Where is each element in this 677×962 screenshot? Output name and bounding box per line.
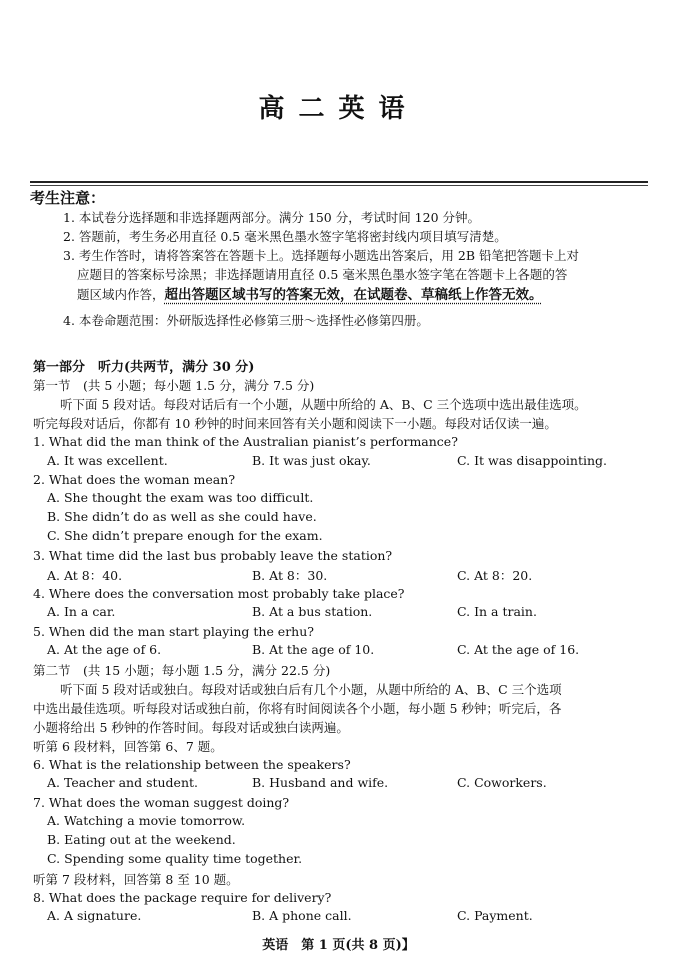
q5-option-b: B. At the age of 10. xyxy=(252,642,375,657)
q1-option-c: C. It was disappointing. xyxy=(457,453,608,468)
section1-instruction-1: 听下面 5 段对话。每段对话后有一个小题，从题中所给的 A、B、C 三个选项中选出最佳选项。 xyxy=(60,397,587,412)
question-1: 1. What did the man think of the Australian pianist’s performance? xyxy=(33,434,458,449)
header-rule-thin xyxy=(30,185,648,186)
page-title: 高二英语 xyxy=(258,94,419,124)
question-3: 3. What time did the last bus probably leave the station? xyxy=(33,548,393,563)
notice-heading: 考生注意： xyxy=(30,189,106,207)
q8-option-b: B. A phone call. xyxy=(252,908,352,923)
question-2: 2. What does the woman mean? xyxy=(33,472,236,487)
notice-item-4: 4. 本卷命题范围：外研版选择性必修第三册～选择性必修第四册。 xyxy=(63,313,429,328)
q6-option-c: C. Coworkers. xyxy=(457,775,547,790)
header-rule xyxy=(30,181,648,183)
q7-option-b: B. Eating out at the weekend. xyxy=(47,832,236,847)
question-8: 8. What does the package require for delivery? xyxy=(33,890,332,905)
notice-emphasis: 超出答题区域书写的答案无效，在试题卷、草稿纸上作答无效。 xyxy=(164,287,543,303)
q6-option-a: A. Teacher and student. xyxy=(47,775,199,790)
q5-option-a: A. At the age of 6. xyxy=(47,642,162,657)
notice-item-1: 1. 本试卷分选择题和非选择题两部分。满分 150 分，考试时间 120 分钟。 xyxy=(63,210,481,225)
section1-instruction-2: 听完每段对话后，你都有 10 秒钟的时间来回答有关小题和阅读下一小题。每段对话仅读一遍。 xyxy=(33,416,557,431)
q8-option-a: A. A signature. xyxy=(47,908,142,923)
notice-item-3: 3. 考生作答时，请将答案答在答题卡上。选择题每小题选出答案后，用 2B 铅笔把答题卡上对 xyxy=(63,248,579,263)
section2-instruction-2: 中选出最佳选项。听每段对话或独白前，你将有时间阅读各个小题，每小题 5 秒钟；听完后，各 xyxy=(33,701,562,716)
q4-option-c: C. In a train. xyxy=(457,604,537,619)
question-4: 4. Where does the conversation most probably take place? xyxy=(33,586,405,601)
material-6-label: 听第 6 段材料，回答第 6、7 题。 xyxy=(33,739,223,754)
question-5: 5. When did the man start playing the erhu? xyxy=(33,624,314,639)
page-footer: 英语 第 1 页(共 8 页)】 xyxy=(262,938,415,953)
q2-option-a: A. She thought the exam was too difficult. xyxy=(47,490,314,505)
section2-heading: 第二节 (共 15 小题；每小题 1.5 分，满分 22.5 分) xyxy=(33,663,331,678)
question-7: 7. What does the woman suggest doing? xyxy=(33,795,290,810)
q2-option-c: C. She didn’t prepare enough for the exam. xyxy=(47,528,323,543)
section2-instruction-3: 小题将给出 5 秒钟的作答时间。每段对话或独白读两遍。 xyxy=(33,720,349,735)
q4-option-a: A. In a car. xyxy=(47,604,116,619)
question-6: 6. What is the relationship between the speakers? xyxy=(33,757,351,772)
section2-instruction-1: 听下面 5 段对话或独白。每段对话或独白后有几个小题，从题中所给的 A、B、C 三个选项 xyxy=(60,682,562,697)
q3-option-b: B. At 8：30. xyxy=(252,568,328,583)
notice-item-3-cont2 xyxy=(77,285,543,305)
notice-item-2: 2. 答题前，考生务必用直径 0.5 毫米黑色墨水签字笔将密封线内项目填写清楚。 xyxy=(63,229,507,244)
part1-heading: 第一部分 听力(共两节，满分 30 分) xyxy=(33,360,255,375)
notice-item-3-tail: 题区域内作答， xyxy=(77,287,165,302)
material-7-label: 听第 7 段材料，回答第 8 至 10 题。 xyxy=(33,872,239,887)
q7-option-a: A. Watching a movie tomorrow. xyxy=(47,813,246,828)
section1-heading: 第一节 (共 5 小题；每小题 1.5 分，满分 7.5 分) xyxy=(33,378,315,393)
q1-option-b: B. It was just okay. xyxy=(252,453,371,468)
q3-option-c: C. At 8：20. xyxy=(457,568,533,583)
q7-option-c: C. Spending some quality time together. xyxy=(47,851,303,866)
q2-option-b: B. She didn’t do as well as she could have. xyxy=(47,509,317,524)
notice-item-3-cont: 应题目的答案标号涂黑；非选择题请用直径 0.5 毫米黑色墨水签字笔在答题卡上各题的答 xyxy=(77,267,568,282)
q5-option-c: C. At the age of 16. xyxy=(457,642,580,657)
q4-option-b: B. At a bus station. xyxy=(252,604,373,619)
q1-option-a: A. It was excellent. xyxy=(47,453,168,468)
q6-option-b: B. Husband and wife. xyxy=(252,775,389,790)
q8-option-c: C. Payment. xyxy=(457,908,533,923)
q3-option-a: A. At 8：40. xyxy=(47,568,123,583)
